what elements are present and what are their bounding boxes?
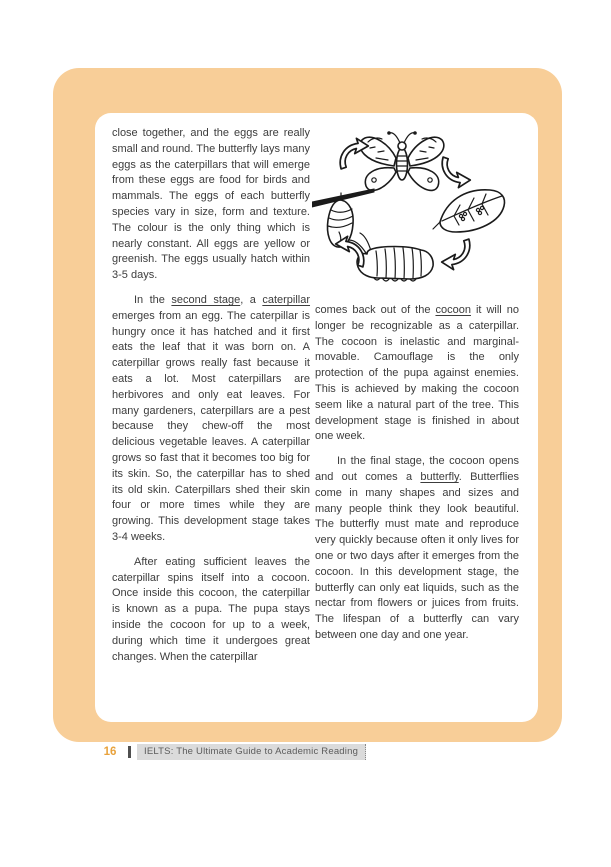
butterfly-lifecycle-illustration [312,120,522,298]
content-card [95,113,538,722]
paragraph: After eating sufficient leaves the caterpillar spins itself into a cocoon. Once inside this cocoon, the caterpillar is known as a pupa. The pupa stays inside the cocoon for up to a week, during which time it undergoes great changes. When the caterpillar [112,555,310,663]
underlined-term: second stage [171,293,241,306]
paragraph: comes back out of the cocoon it will no longer be recognizable as a caterpillar. The cocoon is inelastic and marginal-movable. Camouflage is the only protection of the pupa against enemies. This is achieved by making the cocoon seem like a natural part of the tree. This development stage is finished in about one week. [315,304,520,443]
underlined-term: butterfly [420,470,459,483]
underlined-term: cocoon [435,304,471,316]
right-column-text [315,303,519,644]
page-number: 16 [103,746,117,758]
arrow-caterpillar-to-cocoon [336,236,364,267]
underlined-term: caterpillar [262,293,311,306]
eggs-on-leaf-illustration [433,190,504,232]
butterfly-illustration [360,132,444,191]
paragraph: In the second stage, a caterpillar emerges from an egg. The caterpillar is hungry once it has hatched and it first eats the leaf that it was born on. A caterpillar grows really fast because it eats a lot. Most caterpillars are herbivores and only eat leaves. For many gardeners, caterpillars are a pest because they chew-off the most delicious vegetable leaves. A caterpillar grows so fast that it becomes too big for its skin. So, the caterpillar has to shed its old skin. Caterpillars shed their skin four or more times while they are growing. This development stage takes 3-4 weeks. [112,293,311,543]
paragraph: close together, and the eggs are really small and round. The butterfly lays many eggs as the caterpillars that will emerge from these eggs are food for birds and mammals. The eggs of each butterfly species vary in size, form and texture. The colour is the only thing which is nearly constant. All eggs are yellow or greenish. The eggs usually hatch within 3-5 days. [112,127,310,282]
page-footer [100,744,366,760]
paragraph: In the final stage, the cocoon opens and out comes a butterfly. Butterflies come in many shapes and sizes and many people think they look beautiful. The butterfly must mate and reproduce very quickly because often it only lives for one or two days after it emerges from the cocoon. In this development stage, the butterfly can only eat liquids, such as the nectar from flowers or juices from fruits. The lifespan of a butterfly can vary between one day and one year. [315,455,519,641]
left-column [112,126,310,674]
arrow-butterfly-to-leaf [442,157,470,188]
footer-book-title: IELTS: The Ultimate Guide to Academic Reading [137,744,366,760]
footer-separator-bar [128,746,131,758]
right-column [315,126,519,653]
arrow-leaf-to-caterpillar [442,239,470,270]
